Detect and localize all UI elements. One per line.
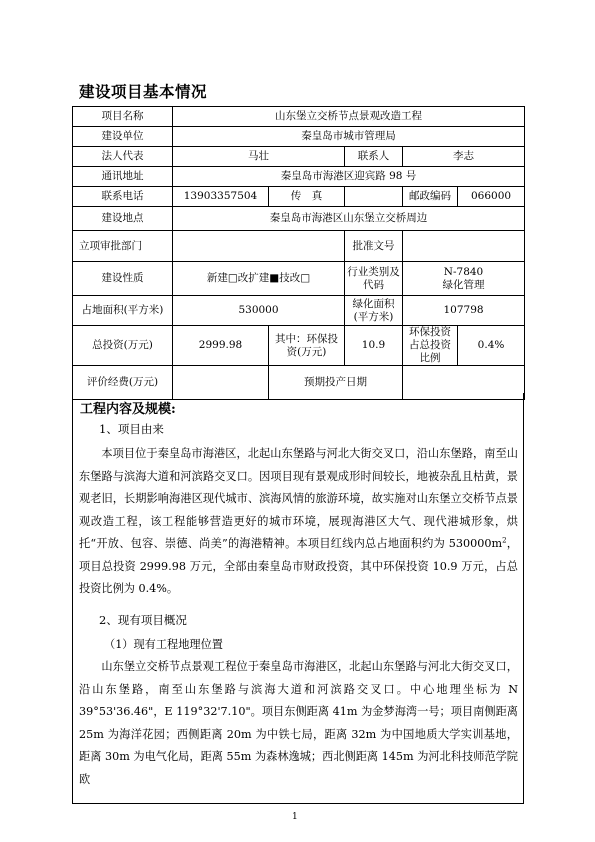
nature-value: 新建□改扩建■技改□ [173, 262, 345, 296]
location-label: 建设地点 [73, 207, 173, 231]
builder-label: 建设单位 [73, 127, 173, 147]
section-2-subtitle: （1）现有工程地理位置 [104, 638, 223, 651]
env-ratio-label: 环保投资占总投资比例 [403, 326, 458, 366]
industry-label: 行业类别及代码 [345, 262, 403, 296]
fax-value [345, 187, 403, 207]
project-name-value: 山东堡立交桥节点景观改造工程 [173, 107, 525, 127]
invest-value: 2999.98 [173, 326, 269, 366]
project-name-label: 项目名称 [73, 107, 173, 127]
address-value: 秦皇岛市海港区迎宾路 98 号 [173, 167, 525, 187]
contact-value: 李志 [403, 147, 525, 167]
phone-label: 联系电话 [73, 187, 173, 207]
legal-rep-value: 马壮 [173, 147, 345, 167]
section-1-body: 本项目位于秦皇岛市海港区，北起山东堡路与河北大街交叉口，沿山东堡路，南至山东堡路与滨海大道和河滨路交叉口。因项目现有景观成形时间较长，地被杂乱且枯黄，景观老旧，长期影响海港区现代城市、滨海风情的旅游环境，故实施对山东堡立交桥节点景观改造工程，该工程能够营造更好的城市环境，展现海港区大气、现代港城形象，烘托“开放、包容、崇德、尚美”的海港精神。本项目红线内总占地面积约为 $530000m^2$，项目总投资 2999.98 万元，全部由秦皇岛市财政投资，其中环保投资 10.9 万元，占总投资比例为 0.4%。 [79, 447, 518, 595]
industry-name: 绿化管理 [442, 278, 485, 291]
green-value: 107798 [403, 296, 525, 326]
fax-label: 传 真 [269, 187, 345, 207]
invest-label: 总投资(万元) [73, 326, 173, 366]
nature-label: 建设性质 [73, 262, 173, 296]
section-2-title: 2、现有项目概况 [99, 613, 187, 627]
project-info-table [72, 106, 525, 400]
phone-value: 13903357504 [173, 187, 269, 207]
section-1-title: 1、项目由来 [99, 422, 164, 436]
page-title: 建设项目基本情况 [79, 82, 208, 101]
env-invest-value: 10.9 [345, 326, 403, 366]
page-number: 1 [292, 812, 298, 822]
postcode-label: 邮政编码 [403, 187, 458, 207]
env-invest-label: 其中：环保投资(万元) [269, 326, 345, 366]
approval-dept-label: 立项审批部门 [73, 231, 173, 262]
area-value: 530000 [173, 296, 345, 326]
location-value: 秦皇岛市海港区山东堡立交桥周边 [173, 207, 525, 231]
address-label: 通讯地址 [73, 167, 173, 187]
area-label: 占地面积(平方米) [73, 296, 173, 326]
approval-no-value [403, 231, 525, 262]
green-label: 绿化面积(平方米) [345, 296, 403, 326]
industry-value [403, 262, 525, 296]
builder-value: 秦皇岛市城市管理局 [173, 127, 525, 147]
env-ratio-value: 0.4% [458, 326, 525, 366]
contact-label: 联系人 [345, 147, 403, 167]
industry-code: N-7840 [443, 265, 484, 278]
area-unit-superscript: 2 [502, 536, 507, 545]
start-date-label: 预期投产日期 [269, 366, 403, 400]
legal-rep-label: 法人代表 [73, 147, 173, 167]
eval-fee-label: 评价经费(万元) [73, 366, 173, 400]
approval-no-label: 批准文号 [345, 231, 403, 262]
postcode-value: 066000 [458, 187, 525, 207]
approval-dept-value [173, 231, 345, 262]
section-heading: 工程内容及规模: [80, 402, 176, 417]
section-2-body: 山东堡立交桥节点景观工程位于秦皇岛市海港区，北起山东堡路与河北大街交叉口，沿山东堡路，南至山东堡路与滨海大道和河滨路交叉口。中心地理坐标为 N 39°53'36.46"，E 119°32'7.10"。项目东侧距离 41m 为金梦海湾一号；项目南侧距离 25m 为海洋花园；西侧距离 20m 为中铁七局，距离 32m 为中国地质大学实训基地，距离 30m 为电气化局，距离 55m 为森林逸城；西北侧距离 145m 为河北科技师范学院欧 [79, 660, 518, 786]
